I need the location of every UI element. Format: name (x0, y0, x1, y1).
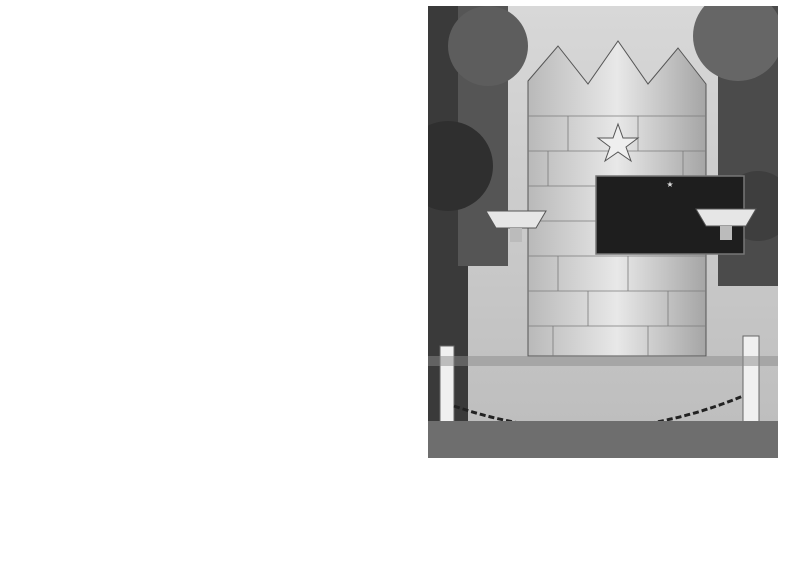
right-page (400, 0, 799, 561)
plaque-star-icon: ★ (666, 180, 674, 189)
ground (428, 421, 778, 458)
left-page (0, 0, 399, 561)
monument-photo (428, 6, 778, 458)
